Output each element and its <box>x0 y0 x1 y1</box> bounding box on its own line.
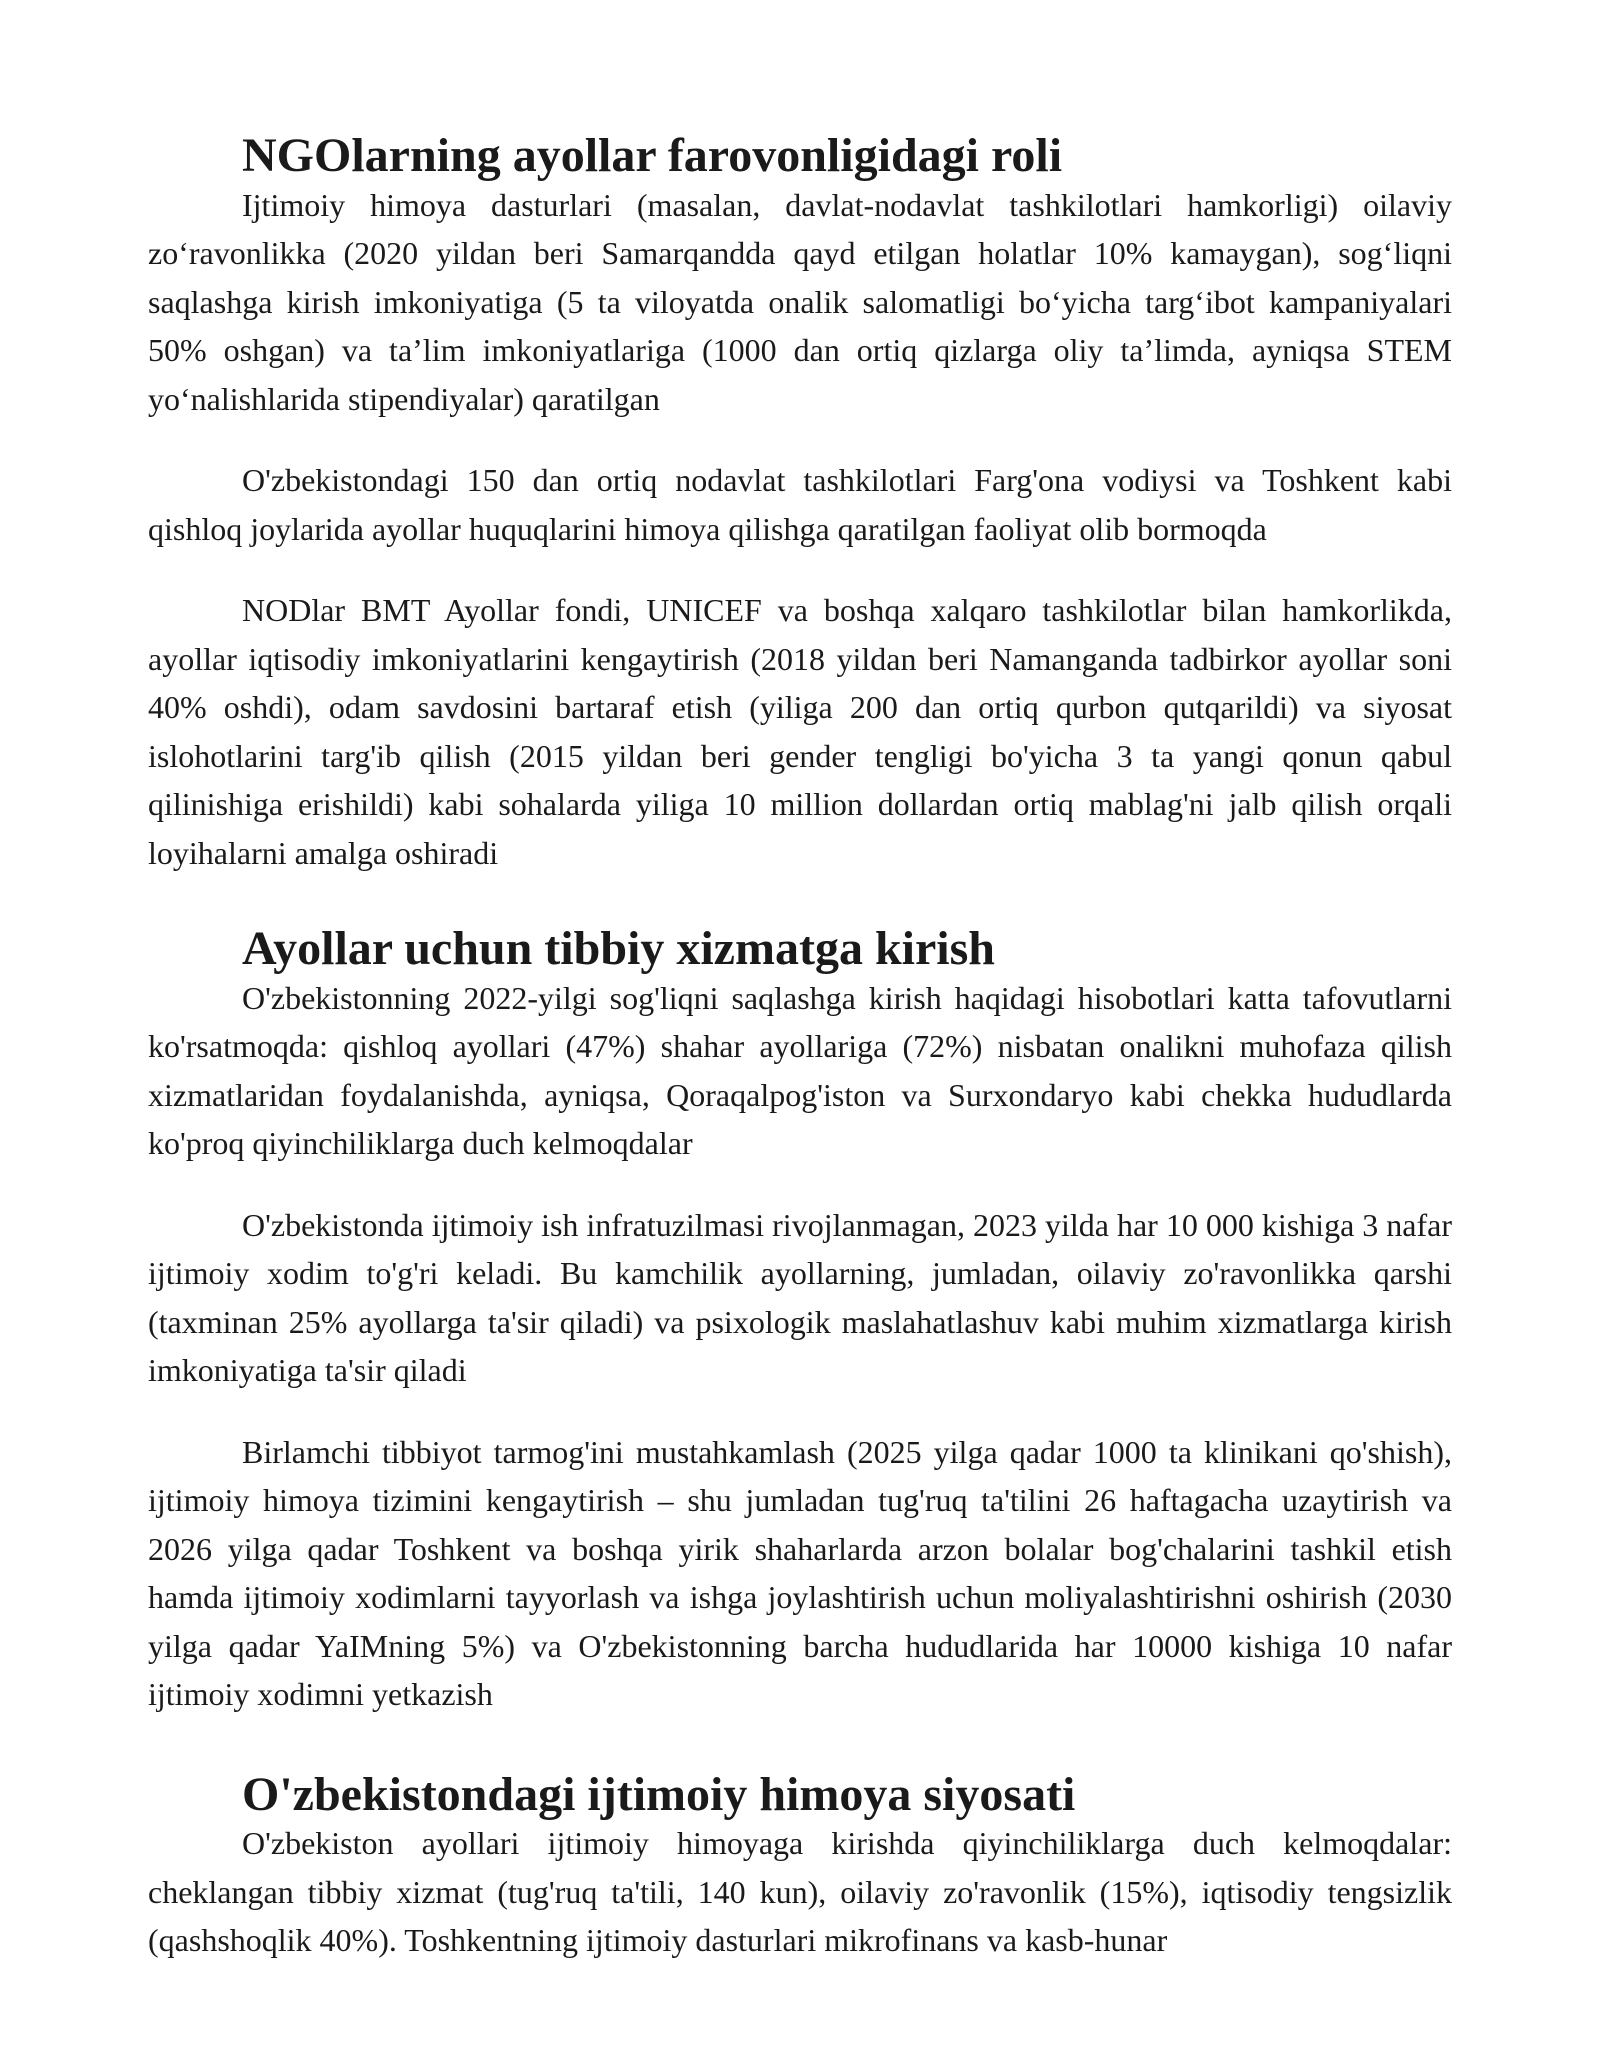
paragraph: O'zbekistonning 2022-yilgi sog'liqni saqlashga kirish haqidagi hisobotlari katta tafovutlarni ko'rsatmoqda: qishloq ayollari (47%) shahar ayollariga (72%) nisbatan onalikni muhofaza qilish xizmatlaridan foydalanishda, ayniqsa, Qoraqalpog'iston va Surxondaryo kabi chekka hududlarda ko'proq qiyinchiliklarga duch kelmoqdalar <box>148 979 1452 1161</box>
section-heading: Ayollar uchun tibbiy xizmatga kirish <box>242 922 995 975</box>
section-heading: NGOlarning ayollar farovonligidagi roli <box>242 129 1063 182</box>
paragraph: Ijtimoiy himoya dasturlari (masalan, davlat-nodavlat tashkilotlari hamkorligi) oilaviy zo‘ravonlikka (2020 yildan beri Samarqandda qayd etilgan holatlar 10% kamaygan), sog‘liqni saqlashga kirish imkoniyatiga (5 ta viloyatda onalik salomatligi bo‘yicha targ‘ibot kampaniyalari 50% oshgan) va ta’lim imkoniyatlariga (1000 dan ortiq qizlarga oliy ta’limda, ayniqsa STEM yo‘nalishlarida stipendiyalar) qaratilgan <box>148 186 1452 417</box>
document-page <box>148 129 1452 1965</box>
paragraph: O'zbekistonda ijtimoiy ish infratuzilmasi rivojlanmagan, 2023 yilda har 10 000 kishiga 3 nafar ijtimoiy xodim to'g'ri keladi. Bu kamchilik ayollarning, jumladan, oilaviy zo'ravonlikka qarshi (taxminan 25% ayollarga ta'sir qiladi) va psixologik maslahatlashuv kabi muhim xizmatlarga kirish imkoniyatiga ta'sir qiladi <box>148 1206 1452 1388</box>
paragraph: Birlamchi tibbiyot tarmog'ini mustahkamlash (2025 yilga qadar 1000 ta klinikani qo'shish), ijtimoiy himoya tizimini kengaytirish – shu jumladan tug'ruq ta'tilini 26 haftagacha uzaytirish va 2026 yilga qadar Toshkent va boshqa yirik shaharlarda arzon bolalar bog'chalarini tashkil etish hamda ijtimoiy xodimlarni tayyorlash va ishga joylashtirish uchun moliyalashtirishni oshirish (2030 yilga qadar YaIMning 5%) va O'zbekistonning barcha hududlarida har 10000 kishiga 10 nafar ijtimoiy xodimni yetkazish <box>148 1433 1452 1712</box>
section-heading: O'zbekistondagi ijtimoiy himoya siyosati <box>242 1767 1076 1821</box>
paragraph: NODlar BMT Ayollar fondi, UNICEF va boshqa xalqaro tashkilotlar bilan hamkorlikda, ayollar iqtisodiy imkoniyatlarini kengaytirish (2018 yildan beri Namanganda tadbirkor ayollar soni 40% oshdi), odam savdosini bartaraf etish (yiliga 200 dan ortiq qurbon qutqarildi) va siyosat islohotlarini targ'ib qilish (2015 yildan beri gender tengligi bo'yicha 3 ta yangi qonun qabul qilinishiga erishildi) kabi sohalarda yiliga 10 million dollardan ortiq mablag'ni jalb qilish orqali loyihalarni amalga oshiradi <box>148 592 1452 871</box>
paragraph: O'zbekiston ayollari ijtimoiy himoyaga kirishda qiyinchiliklarga duch kelmoqdalar: cheklangan tibbiy xizmat (tug'ruq ta'tili, 140 kun), oilaviy zo'ravonlik (15%), iqtisodiy tengsizlik (qashshoqlik 40%). Toshkentning ijtimoiy dasturlari mikrofinans va kasb-hunar <box>148 1825 1452 1958</box>
paragraph: O'zbekistondagi 150 dan ortiq nodavlat tashkilotlari Farg'ona vodiysi va Toshkent kabi qishloq joylarida ayollar huquqlarini himoya qilishga qaratilgan faoliyat olib bormoqda <box>148 462 1452 547</box>
